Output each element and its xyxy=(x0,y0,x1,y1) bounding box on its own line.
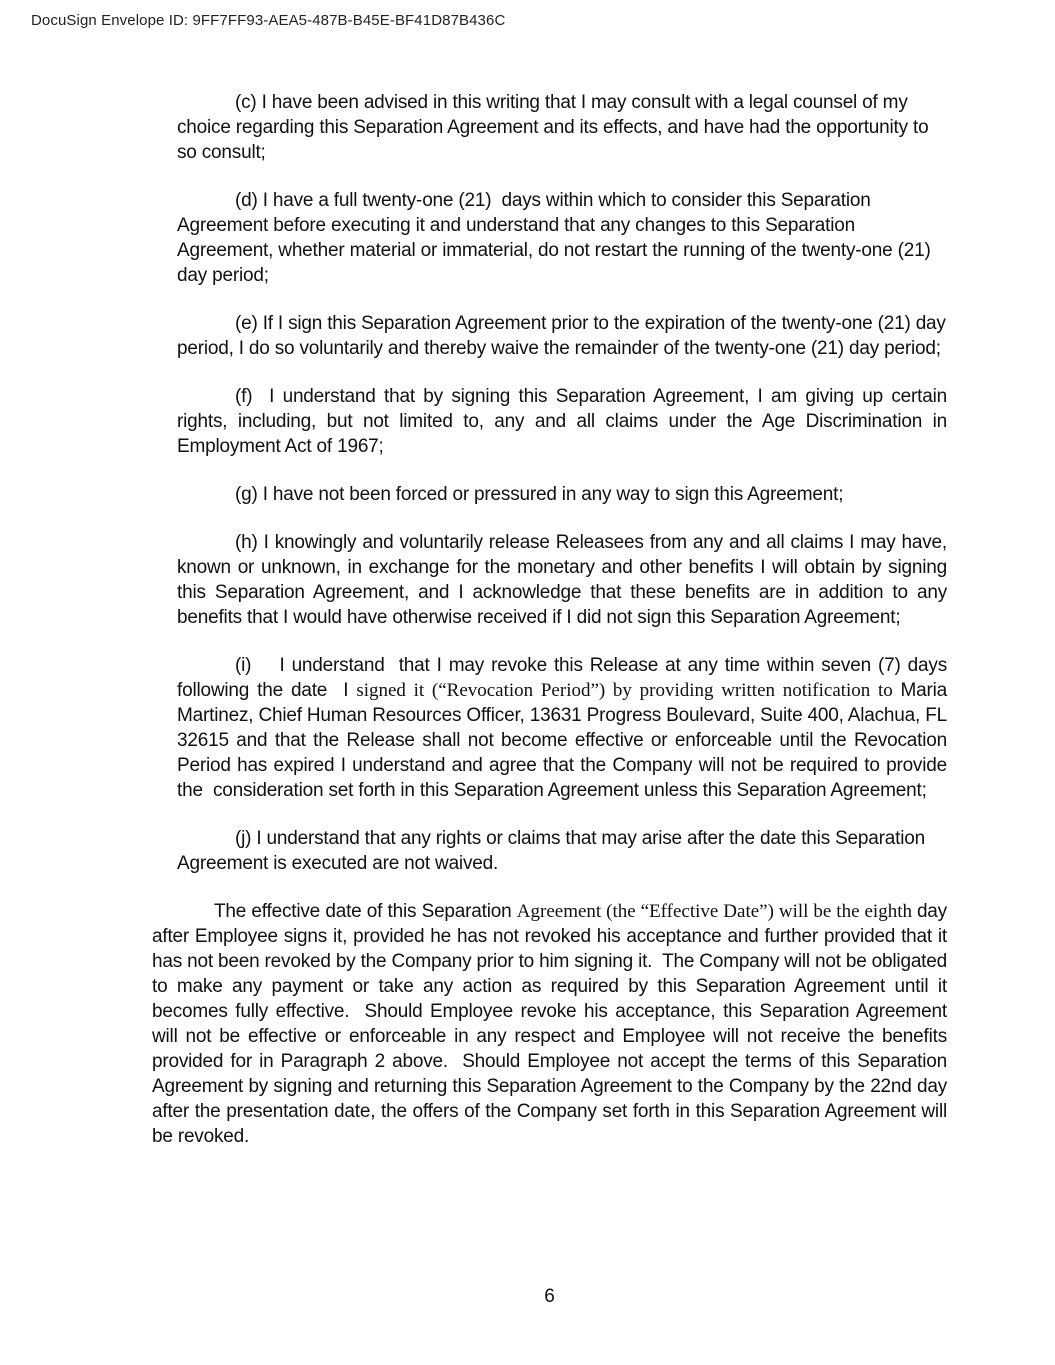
text-segment-serif: Agreement (the “Effective Date”) will be the eighth xyxy=(516,901,917,922)
docusign-envelope-id: DocuSign Envelope ID: 9FF7FF93-AEA5-487B-B45E-BF41D87B436C xyxy=(31,12,506,29)
text-segment-sans: The effective date of this Separation xyxy=(214,901,517,922)
text-segment-sans: (e) If I sign this Separation Agreement prior to the expiration of the twenty-one (21) day period, I do so voluntarily and thereby waive the remainder of the twenty-one (21) day period; xyxy=(177,313,951,359)
clause-paragraph xyxy=(177,482,947,507)
text-segment-sans: (j) I understand that any rights or claims that may arise after the date this Separation Agreement is executed are not waived. xyxy=(177,828,930,874)
text-segment-sans: (d) I have a full twenty-one (21) days within which to consider this Separation Agreement before executing it and understand that any changes to this Separation Agreement, whether material or immaterial, do not restart the running of the twenty-one (21) day period; xyxy=(177,190,936,286)
clause-paragraph xyxy=(177,384,953,459)
text-segment-sans: (g) I have not been forced or pressured in any way to sign this Agreement; xyxy=(235,484,844,505)
body-paragraph xyxy=(152,899,953,1149)
clause-paragraph xyxy=(177,188,947,288)
text-segment-sans: day after Employee signs it, provided he has not revoked his acceptance and further provided that it has not been revoked by the Company prior to him signing it. The Company will not be obligated to make any payment or take any action as required by this Separation Agreement until it becomes fully effective. Should Employee revoke his acceptance, this Separation Agreement will not be effective or enforceable in any respect and Employee will not receive the benefits provided for in Paragraph 2 above. Should Employee not accept the terms of this Separation Agreement by signing and returning this Separation Agreement to the Company by the 22nd day after the presentation date, the offers of the Company set forth in this Separation Agreement will be revoked. xyxy=(152,901,953,1147)
clause-paragraph xyxy=(177,90,947,165)
clause-paragraph xyxy=(177,826,947,876)
clause-paragraph xyxy=(177,311,951,361)
document-body xyxy=(152,90,958,1149)
clause-paragraph xyxy=(177,653,958,803)
text-segment-sans: (c) I have been advised in this writing that I may consult with a legal counsel of my choice regarding this Separation Agreement and its effects, and have had the opportunity to so consult; xyxy=(177,92,934,163)
text-segment-sans: (f) I understand that by signing this Separation Agreement, I am giving up certain rights, including, but not limited to, any and all claims under the Age Discrimination in Employment Act of 1967; xyxy=(177,386,953,457)
clause-paragraph xyxy=(177,530,953,630)
text-segment-serif: signed it (“Revocation Period”) by providing written notification to xyxy=(356,680,901,701)
page-number: 6 xyxy=(544,1286,555,1307)
text-segment-sans: Maria Martinez, Chief Human Resources Officer, 13631 Progress Boulevard, Suite 400, Alachua, FL 32615 and that the Release shall not become effective or enforceable until the Revocation Period has expired I understand and agree that the Company will not be required to provide the consideration set forth in this Separation Agreement unless this Separation Agreement; xyxy=(177,680,958,801)
text-segment-sans: (h) I knowingly and voluntarily release Releasees from any and all claims I may have, known or unknown, in exchange for the monetary and other benefits I will obtain by signing this Separation Agreement, and I acknowledge that these benefits are in addition to any benefits that I would have otherwise received if I did not sign this Separation Agreement; xyxy=(177,532,953,628)
text-segment-sans: (i) I understand that I may revoke this Release at any time within seven (7) days following the date I xyxy=(177,655,953,701)
